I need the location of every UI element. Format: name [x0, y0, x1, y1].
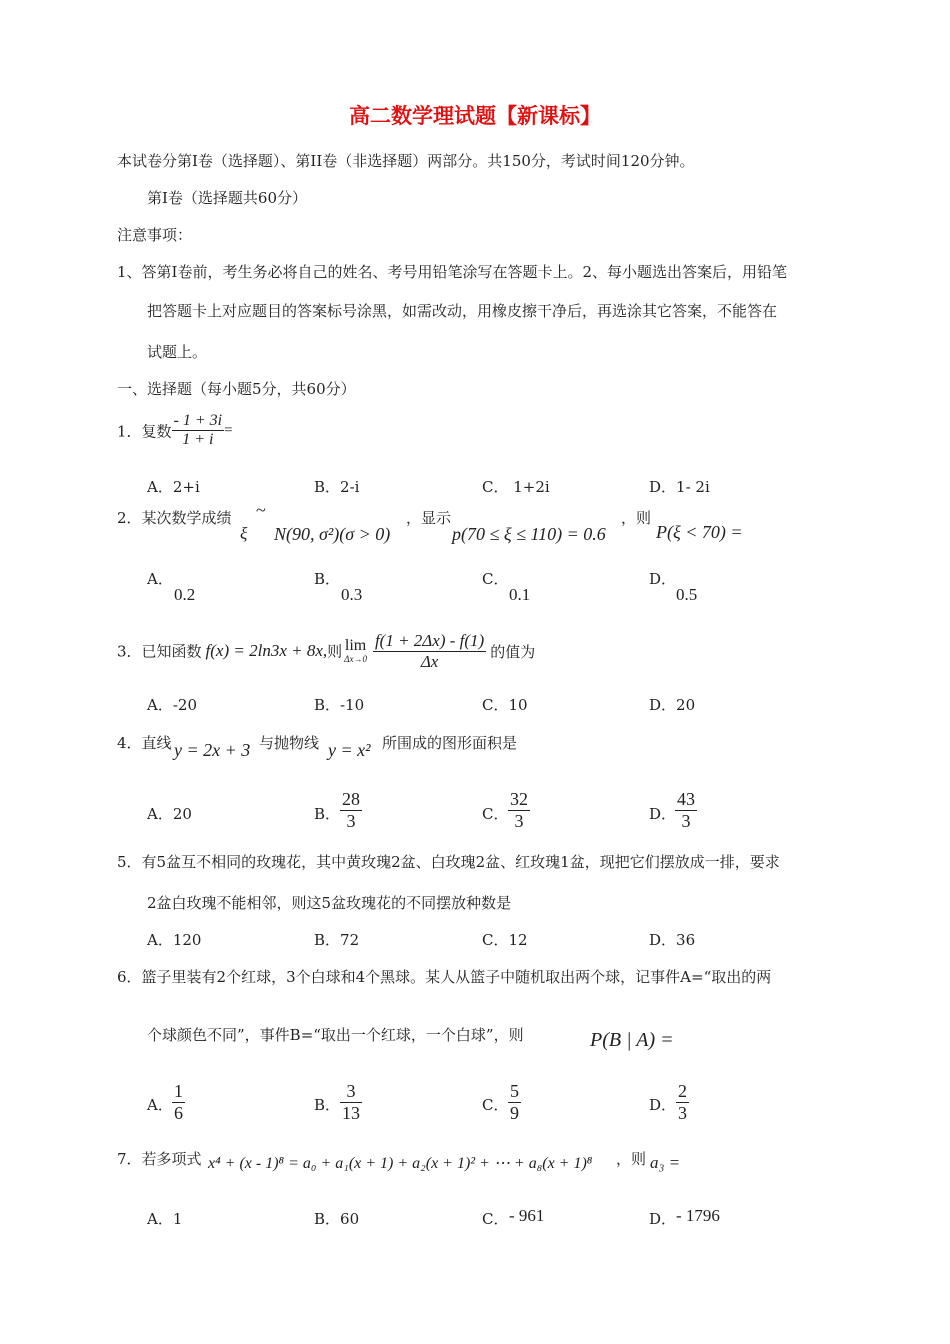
- question-2-stem: 2．某次数学成绩: [117, 509, 232, 527]
- q7-option-c-label: C．: [482, 1210, 509, 1228]
- fraction-numerator: f(1 + 2Δx) - f(1): [374, 631, 485, 650]
- fraction-denominator: 3: [514, 810, 524, 831]
- q2-option-c-label: C．: [482, 570, 509, 588]
- q2-xi: ξ: [240, 524, 248, 543]
- q3-fraction: [373, 631, 486, 671]
- part1-heading: 第Ⅰ卷（选择题共60分）: [147, 189, 308, 207]
- q4-option-b-fraction: [340, 789, 362, 831]
- q1-option-c: C． 1+2i: [482, 478, 550, 496]
- fraction-numerator: 1: [174, 1081, 183, 1101]
- fraction-denominator: 1 + i: [182, 431, 214, 449]
- q2-option-a-label: A．: [147, 570, 173, 588]
- fraction-denominator: Δx: [420, 651, 439, 671]
- q6-option-c-label: C．: [482, 1096, 509, 1114]
- question-6-line-1: 6．篮子里装有2个红球，3个白球和4个黑球。某人从篮子中随机取出两个球，记事件A=“取出的两: [117, 968, 772, 986]
- fraction-denominator: 6: [174, 1102, 183, 1123]
- intro-text: 本试卷分第Ⅰ卷（选择题）、第II卷（非选择题）两部分。共150分，考试时间120分钟。: [117, 152, 695, 170]
- q6-ask: P(B | A) =: [590, 1029, 674, 1051]
- q5-option-b: B．72: [314, 931, 360, 949]
- q6-option-c-fraction: [508, 1081, 521, 1123]
- q6-option-b-label: B．: [314, 1096, 341, 1114]
- fraction-numerator: - 1 + 3i: [172, 412, 225, 431]
- q4-tail: 所围成的图形面积是: [382, 734, 518, 752]
- q2-option-b-label: B．: [314, 570, 341, 588]
- q2-then: ，则: [621, 509, 652, 527]
- q4-line-equation: y = 2x + 3: [174, 740, 251, 760]
- q2-option-d-label: D．: [649, 570, 677, 588]
- q2-shown: ，显示: [406, 509, 452, 527]
- notice-line-3: 试题上。: [147, 343, 208, 361]
- fraction-denominator: 3: [678, 1102, 687, 1123]
- q2-option-d-value: 0.5: [676, 585, 698, 604]
- q4-option-b-label: B．: [314, 805, 341, 823]
- notice-line-2: 把答题卡上对应题目的答案标号涂黑，如需改动，用橡皮擦干净后，再选涂其它答案，不能答在: [147, 302, 778, 320]
- limit-word: lim: [344, 637, 367, 655]
- q5-option-d: D．36: [649, 931, 696, 949]
- q2-distribution: N(90, σ²)(σ > 0): [274, 524, 391, 544]
- q4-option-c-fraction: [508, 789, 530, 831]
- q3-option-a: A．-20: [147, 696, 197, 714]
- q4-option-d-label: D．: [649, 805, 677, 823]
- question-1-tail: =: [224, 422, 233, 439]
- q3-function: f(x) = 2ln3x + 8x,: [205, 641, 328, 661]
- q6-option-a-fraction: [172, 1081, 185, 1123]
- q6-option-a-label: A．: [147, 1096, 173, 1114]
- q4-option-c-label: C．: [482, 805, 509, 823]
- fraction-numerator: 3: [340, 1081, 362, 1103]
- q1-option-a: A．2+i: [147, 478, 200, 496]
- q6-option-d-fraction: [676, 1081, 689, 1123]
- question-7-stem: 7．若多项式: [117, 1150, 202, 1168]
- q5-option-a: A．120: [147, 931, 202, 949]
- q5-option-c: C．12: [482, 931, 528, 949]
- q3-tail: 的值为: [490, 642, 536, 661]
- fraction-numerator: 32: [510, 789, 528, 809]
- fraction-numerator: 28: [342, 789, 360, 809]
- notice-line-1: 1、答第Ⅰ卷前，考生务必将自己的姓名、考号用铅笔涂写在答题卡上。2、每小题选出答案后，用铅笔: [117, 263, 788, 281]
- fraction-numerator: 43: [677, 789, 695, 809]
- question-4-stem: 4．直线: [117, 734, 172, 752]
- q7-then: ，则: [616, 1150, 647, 1168]
- q7-option-b: B．60: [314, 1210, 360, 1228]
- question-3: [117, 631, 535, 671]
- q3-option-c: C．10: [482, 696, 528, 714]
- q4-parabola: y = x²: [328, 740, 371, 760]
- q4-mid: 与抛物线: [259, 734, 320, 752]
- q6-option-d-label: D．: [649, 1096, 677, 1114]
- fraction-numerator: 5: [510, 1081, 519, 1101]
- fraction-denominator: 3: [346, 810, 356, 831]
- q2-option-c-value: 0.1: [509, 585, 531, 604]
- q7-option-a: A．1: [147, 1210, 183, 1228]
- fraction-denominator: 13: [342, 1102, 360, 1123]
- question-5-line-2: 2盆白玫瑰不能相邻，则这5盆玫瑰花的不同摆放种数是: [147, 894, 512, 912]
- q7-ask: a₃ =: [650, 1153, 681, 1172]
- section-heading: 一、选择题（每小题5分，共60分）: [117, 380, 356, 398]
- q2-option-a-value: 0.2: [174, 585, 196, 604]
- notice-heading: 注意事项：: [117, 226, 193, 244]
- q6-option-b-fraction: [340, 1081, 362, 1123]
- fraction-denominator: 9: [510, 1102, 519, 1123]
- q2-ask: P(ξ < 70) =: [656, 522, 743, 542]
- q7-polynomial: x⁴ + (x - 1)⁸ = a₀ + a₁(x + 1) + a₂(x + 1)² + ⋯ + a₈(x + 1)⁸: [208, 1155, 593, 1172]
- q7-option-c-value: - 961: [509, 1206, 545, 1225]
- q4-option-a: A．20: [147, 805, 192, 823]
- q1-option-d: D．1- 2i: [649, 478, 710, 496]
- question-1: [117, 412, 233, 450]
- q2-probability: p(70 ≤ ξ ≤ 110) = 0.6: [452, 524, 606, 544]
- fraction-denominator: 3: [681, 810, 691, 831]
- question-1-fraction: [172, 412, 225, 450]
- q1-option-b: B．2-i: [314, 478, 360, 496]
- question-1-stem: 1．复数: [117, 422, 172, 441]
- question-6-line-2: 个球颜色不同”，事件B=“取出一个红球，一个白球”，则: [147, 1026, 524, 1044]
- limit-subscript: Δx→0: [344, 653, 367, 664]
- q7-option-d-value: - 1796: [676, 1206, 720, 1225]
- page-title: 高二数学理试题【新课标】: [349, 103, 601, 128]
- q7-option-d-label: D．: [649, 1210, 677, 1228]
- q2-tilde: ~: [256, 500, 266, 520]
- question-5-line-1: 5．有5盆互不相同的玫瑰花，其中黄玫瑰2盆、白玫瑰2盆、红玫瑰1盆，现把它们摆放成一排，要求: [117, 853, 780, 871]
- q4-option-d-fraction: [675, 789, 697, 831]
- q2-option-b-value: 0.3: [341, 585, 363, 604]
- fraction-numerator: 2: [678, 1081, 687, 1101]
- q3-option-d: D．20: [649, 696, 696, 714]
- q3-option-b: B．-10: [314, 696, 365, 714]
- q3-limit: [344, 637, 367, 664]
- q3-then: 则: [327, 642, 343, 661]
- question-3-stem: 3．已知函数: [117, 642, 202, 661]
